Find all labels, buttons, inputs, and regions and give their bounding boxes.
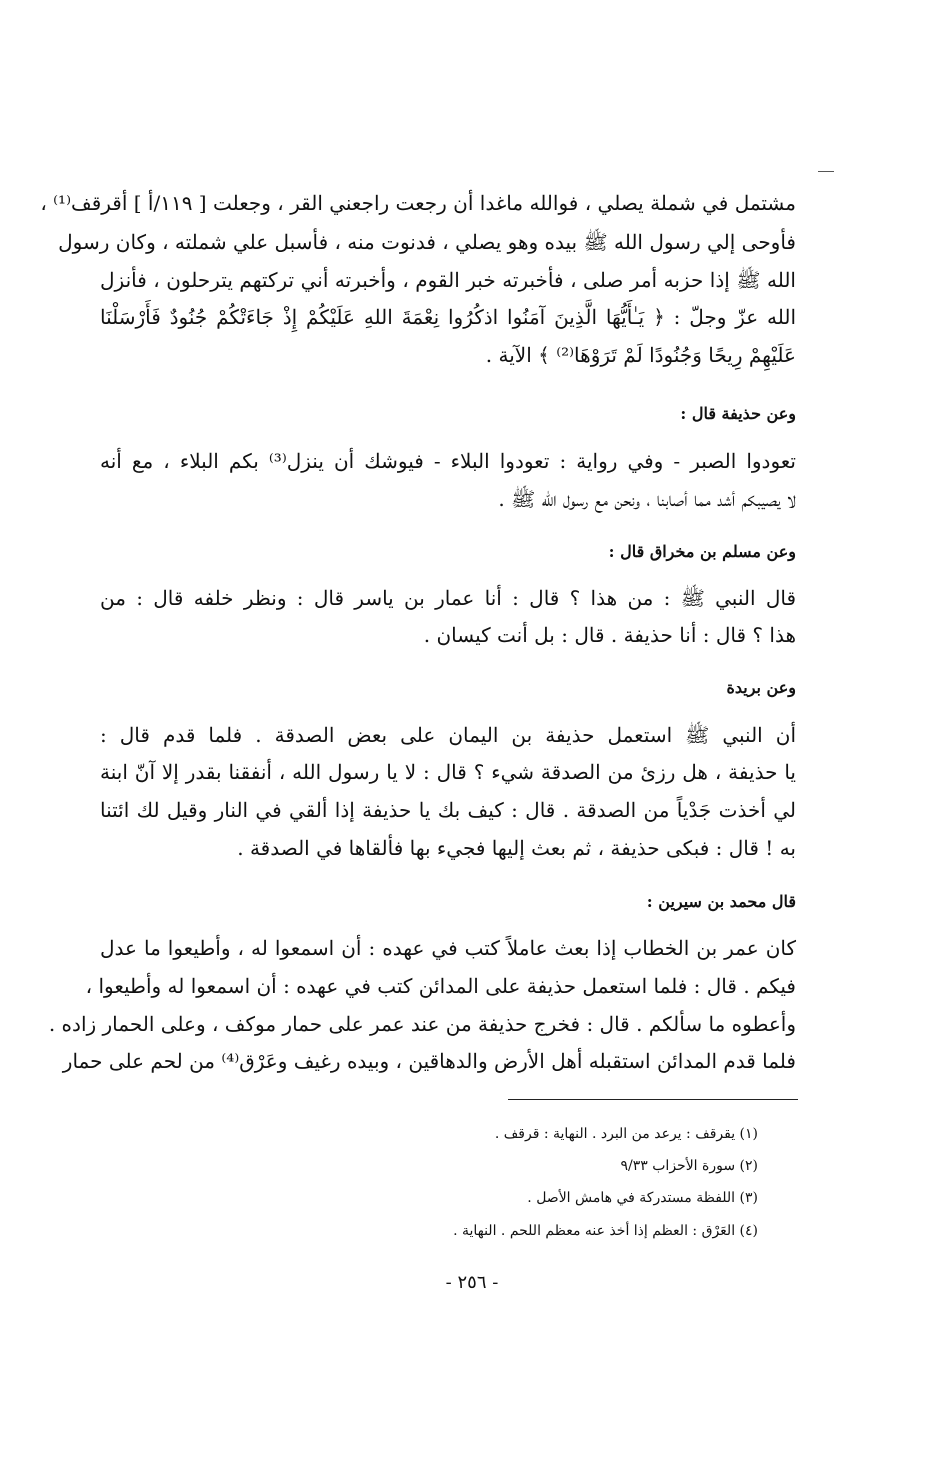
text-line: فلما قدم المدائن استقبله أهل الأرض والدهاقين ، وبيده رغيف وعَرْق⁽⁴⁾ من لحم على حمار [62, 1049, 796, 1073]
footnote: (٢) سورة الأحزاب ٩/٣٣ [620, 1158, 758, 1174]
text-line: فيكم . قال : فلما استعمل حذيفة على المدائن كتب في عهده : أن اسمعوا له وأطيعوا ، [85, 974, 796, 998]
text-line: به ! قال : فبكى حذيفة ، ثم بعث إليها فجيء بها فألقاها في الصدقة . [237, 836, 796, 860]
narration-heading: وعن بريدة [726, 678, 796, 697]
text-line: يا حذيفة ، هل رزئ من الصدقة شيء ؟ قال : لا يا رسول الله ، أنفقنا بقدر إلا آنّ ابنة [100, 760, 796, 784]
footnote: (١) يقرقف : يرعد من البرد . النهاية : قرقف . [494, 1126, 758, 1142]
margin-mark [818, 171, 834, 172]
text-line: مشتمل في شملة يصلي ، فوالله ماغدا أن رجعت راجعني القر ، وجعلت [ ١١٩/أ ] أقرقف⁽¹⁾ ، [40, 191, 796, 215]
footnote: (٤) العَرْق : العظم إذا أخذ عنه معظم اللحم . النهاية . [453, 1223, 758, 1239]
text-line: قال النبي ﷺ : من هذا ؟ قال : أنا عمار بن ياسر قال : ونظر خلفه قال : من [100, 586, 797, 610]
quran-verse-line: الله عزّ وجلّ : ﴿ يَـٰأَيُّهَا الَّذِينَ آمَنُوا اذكُرُوا نِعْمَةَ اللهِ عَلَيْكُمْ إِذْ جَاءَتْكُمْ جُنُودٌ فَأَرْسَلْنَا [100, 305, 796, 329]
footnote: (٣) اللفظة مستدركة في هامش الأصل . [527, 1190, 758, 1206]
text-line: هذا ؟ قال : أنا حذيفة . قال : بل أنت كيسان . [423, 623, 796, 647]
text-line: الله ﷺ إذا حزبه أمر صلى ، فأخبرته خبر القوم ، وأخبرته أني تركتهم يترحلون ، فأنزل [100, 268, 796, 292]
footnote-divider [508, 1099, 798, 1100]
text-line: تعودوا الصبر - وفي رواية : تعودوا البلاء - فيوشك أن ينزل⁽³⁾ بكم البلاء ، مع أنه [100, 449, 796, 473]
text-line: فأوحى إلي رسول الله ﷺ بيده وهو يصلي ، فدنوت منه ، فأسبل علي شملته ، وكان رسول [58, 230, 796, 254]
text-line: لا يصيبكم أشد مما أصابنا ، ونحن مع رسول الله ﷺ . [498, 487, 796, 511]
narration-heading: وعن حذيفة قال : [680, 404, 796, 423]
text-line: أن النبي ﷺ استعمل حذيفة بن اليمان على بعض الصدقة . فلما قدم قال : [100, 723, 796, 747]
text-line: وأعطوه ما سألكم . قال : فخرج حذيفة من عند عمر على حمار موكف ، وعلى الحمار زاده . [48, 1012, 796, 1036]
text-line: لي أخذت جَدْياً من الصدقة . قال : كيف بك يا حذيفة إذا ألقي في النار وقيل لك ائتنا [100, 798, 796, 822]
narration-heading: قال محمد بن سيرين : [646, 892, 796, 911]
page-number: - ٢٥٦ - [445, 1272, 499, 1293]
narration-heading: وعن مسلم بن مخراق قال : [608, 542, 796, 561]
quran-verse-line: عَلَيْهِمْ رِيحًا وَجُنُودًا لَمْ تَرَوْهَا⁽²⁾ ﴾ الآية . [485, 343, 796, 367]
text-line: كان عمر بن الخطاب إذا بعث عاملاً كتب في عهده : أن اسمعوا له ، وأطيعوا ما عدل [100, 936, 796, 960]
